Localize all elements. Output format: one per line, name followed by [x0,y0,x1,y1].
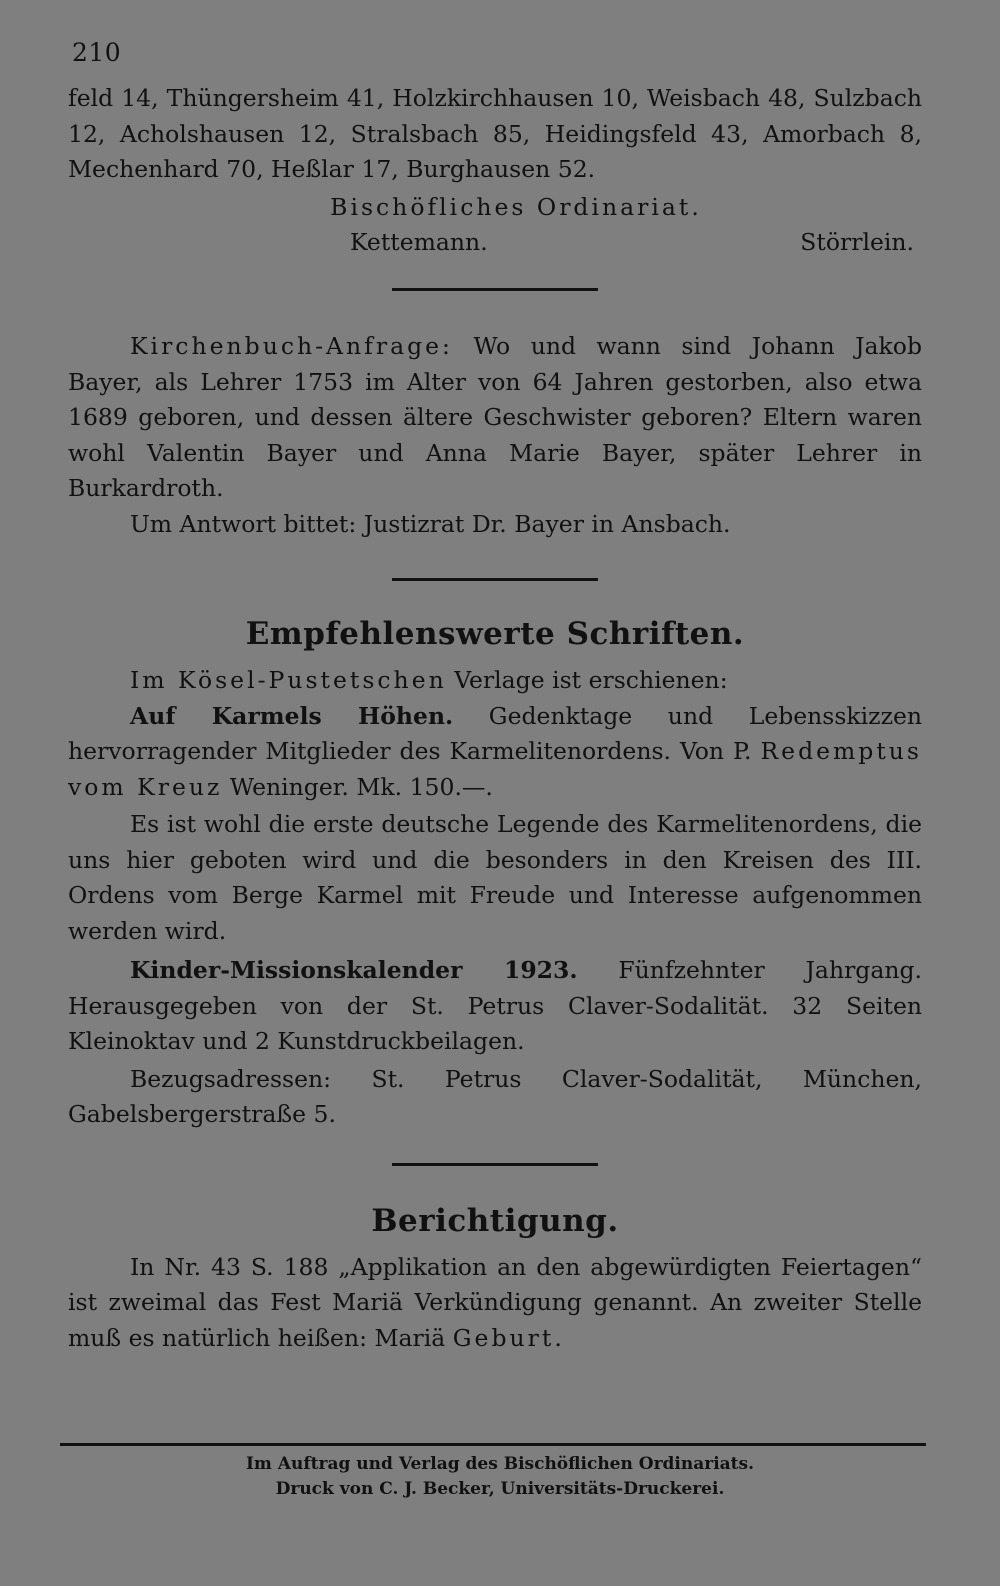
correction-paragraph [68,1250,922,1357]
notice-continuation: feld 14, Thüngersheim 41, Holzkirchhausen 10, Weisbach 48, Sulzbach 12, Acholshausen 12, Stralsbach 85, Heidingsfeld 43, Amorbach 8, Mechenhard 70, Heßlar 17, Burghausen 52. [68,84,922,183]
signatory-right: Störrlein. [800,228,914,256]
section-heading-recommended: Empfehlenswerte Schriften. [245,616,745,652]
issuer-line: Bischöfliches Ordinariat. [330,192,702,221]
footer-divider [60,1443,926,1446]
section-divider [392,288,598,291]
inquiry-reply: Um Antwort bittet: Justizrat Dr. Bayer in Ansbach. [130,509,731,538]
signature-line [68,225,922,260]
imprint-footer [0,1452,1000,1502]
book-review-1: Es ist wohl die erste deutsche Legende des Karmelitenordens, die uns hier geboten wird und die besonders in den Kreisen des III. Ordens vom Berge Karmel mit Freude und Interesse aufgenommen werden wird. [68,810,922,945]
section-heading-correction: Berichtigung. [371,1202,619,1239]
book-author-1: Redemptus vom Kreuz [68,737,922,801]
signatory-left: Kettemann. [350,228,488,256]
order-address: Bezugsadressen: St. Petrus Claver-Sodalität, München, Gabelsbergerstraße 5. [68,1064,922,1128]
book-desc-1: Gedenktage und Lebensskizzen hervorragender Mitglieder des Karmelitenordens. Von P. [68,701,922,765]
book-desc-2: Fünfzehnter Jahrgang. Herausgegeben von der St. Petrus Claver-Sodalität. 32 Seiten Kleinoktav und 2 Kunstdruckbeilagen. [68,956,923,1055]
imprint-line-1: Im Auftrag und Verlag des Bischöflichen Ordinariats. [245,1454,755,1474]
correction-emphasis: Geburt. [452,1323,565,1352]
publisher-intro [68,663,922,699]
inquiry-label: Kirchenbuch-Anfrage: [130,332,453,360]
section-divider [392,1163,598,1166]
book-title-1: Auf Karmels Höhen. [130,701,454,730]
imprint-line-2: Druck von C. J. Becker, Universitäts-Druckerei. [275,1479,725,1499]
book-entry-1 [68,699,922,806]
page-number: 210 [72,38,122,67]
inquiry-paragraph [68,329,922,507]
section-divider [392,578,598,581]
inquiry-text: Wo und wann sind Johann Jakob Bayer, als Lehrer 1753 im Alter von 64 Jahren gestorben, also etwa 1689 geboren, und dessen ältere Geschwister geboren? Eltern waren wohl Valentin Bayer und Anna Marie Bayer, später Lehrer in Burkardroth. [68,332,922,502]
book-entry-2 [68,953,922,1060]
book-title-2: Kinder-Missionskalender 1923. [130,956,578,984]
book-tail-1: Weninger. Mk. 150.—. [222,772,493,801]
publisher-intro-rest: Verlage ist erschienen: [446,666,728,694]
publisher-name: Im Kösel-Pustetschen [130,666,447,694]
correction-text: In Nr. 43 S. 188 „Applikation an den abgewürdigten Feiertagen“ ist zweimal das Fest Mariä Verkündigung genannt. An zweiter Stelle muß es natürlich heißen: Mariä [68,1252,922,1352]
